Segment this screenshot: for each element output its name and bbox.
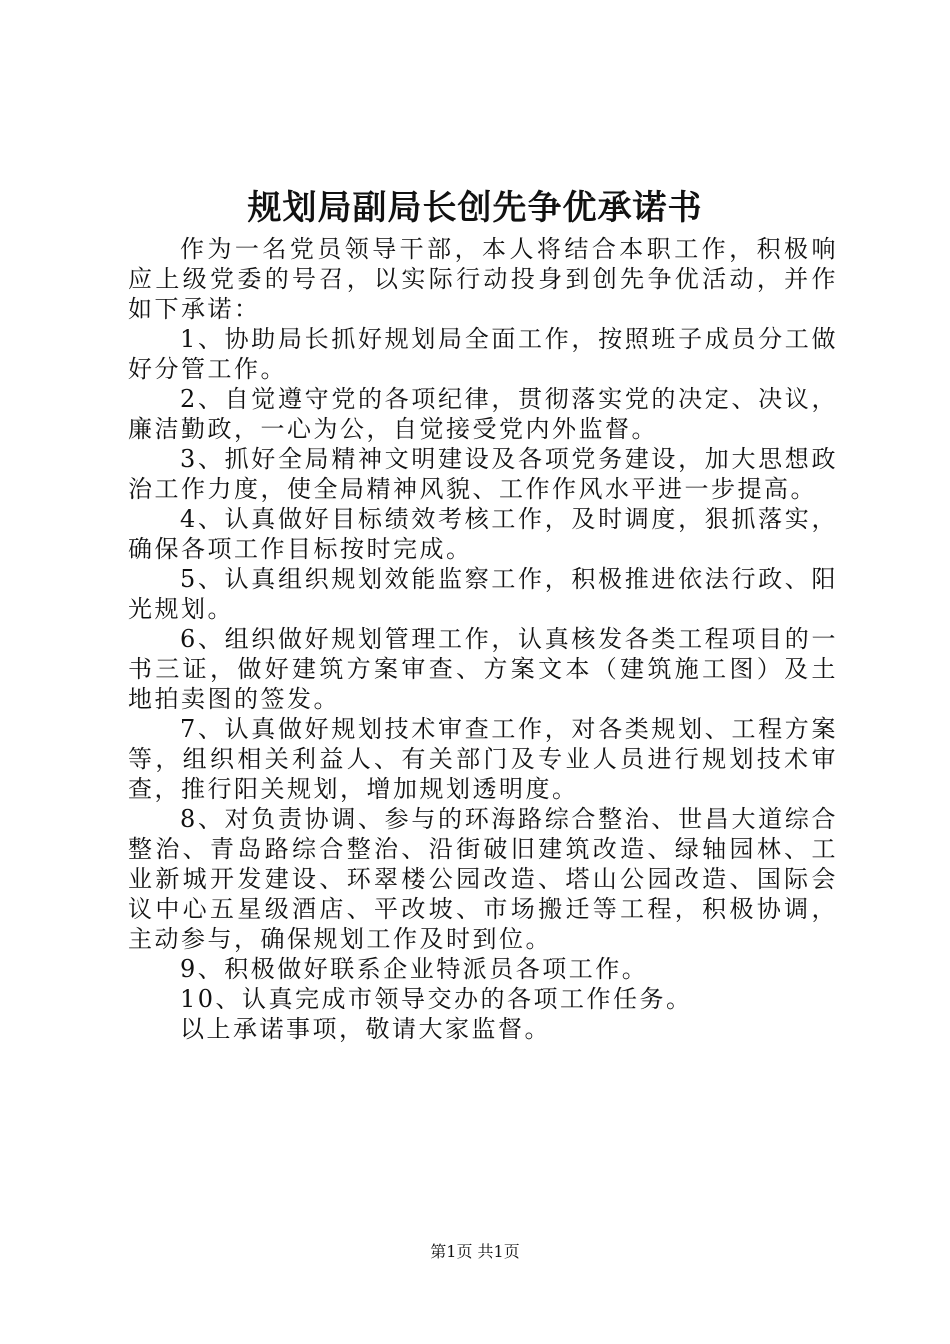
commitment-item-1: 1、协助局长抓好规划局全面工作，按照班子成员分工做好分管工作。 [128,325,838,383]
commitment-item-5: 5、认真组织规划效能监察工作，积极推进依法行政、阳光规划。 [128,565,838,623]
closing-paragraph: 以上承诺事项，敬请大家监督。 [180,1015,551,1043]
commitment-item-8: 8、对负责协调、参与的环海路综合整治、世昌大道综合整治、青岛路综合整治、沿街破旧建筑改造、绿轴园林、工业新城开发建设、环翠楼公园改造、塔山公园改造、国际会议中心五星级酒店、平改坡、市场搬迁等工程，积极协调，主动参与，确保规划工作及时到位。 [128,805,838,953]
commitment-item-2: 2、自觉遵守党的各项纪律，贯彻落实党的决定、决议，廉洁勤政，一心为公，自觉接受党内外监督。 [128,385,838,443]
commitment-item-6: 6、组织做好规划管理工作，认真核发各类工程项目的一书三证，做好建筑方案审查、方案文本（建筑施工图）及土地拍卖图的签发。 [128,625,838,713]
page-footer: 第1页 共1页 [430,1242,520,1261]
commitment-item-10: 10、认真完成市领导交办的各项工作任务。 [180,985,693,1013]
commitment-item-9: 9、积极做好联系企业特派员各项工作。 [180,955,649,983]
commitment-item-7: 7、认真做好规划技术审查工作，对各类规划、工程方案等，组织相关利益人、有关部门及专业人员进行规划技术审查，推行阳关规划，增加规划透明度。 [128,715,838,803]
intro-paragraph: 作为一名党员领导干部，本人将结合本职工作，积极响应上级党委的号召，以实际行动投身到创先争优活动，并作如下承诺： [128,235,838,323]
document-title: 规划局副局长创先争优承诺书 [247,188,703,228]
document-body [128,234,838,1044]
commitment-item-3: 3、抓好全局精神文明建设及各项党务建设，加大思想政治工作力度，使全局精神风貌、工作作风水平进一步提高。 [128,445,838,503]
commitment-item-4: 4、认真做好目标绩效考核工作，及时调度，狠抓落实，确保各项工作目标按时完成。 [128,505,838,563]
